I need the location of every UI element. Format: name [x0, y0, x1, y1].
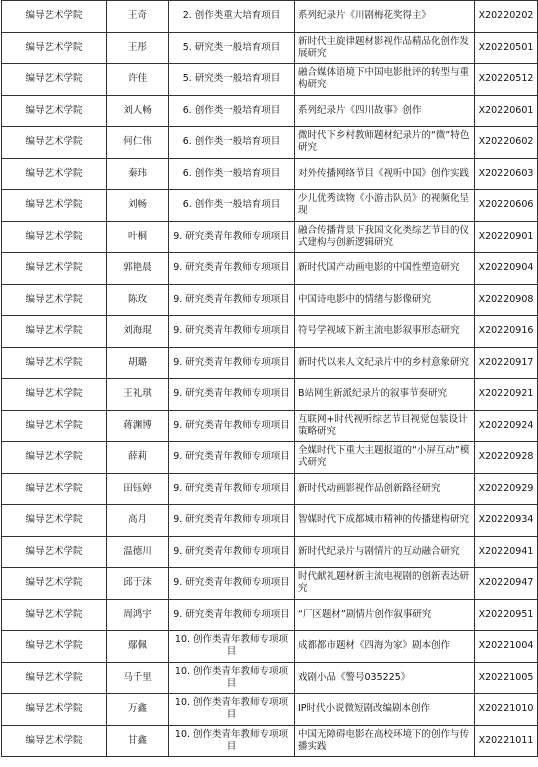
project-title-cell: 微时代下乡村教师题材纪录片的“微”特色研究 — [295, 127, 475, 159]
college-cell: 编导艺术学院 — [2, 725, 107, 757]
project-title-cell: 少儿优秀读物《小游击队员》的视频化呈现 — [295, 190, 475, 222]
project-type-cell: 6. 创作类一般培育项目 — [169, 190, 295, 222]
table-row — [2, 127, 538, 159]
project-code-cell: X20220916 — [475, 316, 538, 348]
college-cell: 编导艺术学院 — [2, 599, 107, 631]
person-cell: 温德川 — [107, 536, 169, 568]
project-code-cell: X20220501 — [475, 32, 538, 64]
project-title-cell: 融合传播背景下我国文化类综艺节目的仪式建构与创新逻辑研究 — [295, 221, 475, 253]
project-code-cell: X20220904 — [475, 253, 538, 285]
table-row — [2, 568, 538, 600]
person-cell: 刘人畅 — [107, 95, 169, 127]
person-cell: 刘海琨 — [107, 316, 169, 348]
college-cell: 编导艺术学院 — [2, 473, 107, 505]
person-cell: 蒋渊博 — [107, 410, 169, 442]
person-cell: 刘畅 — [107, 190, 169, 222]
project-title-cell: 中国无障碍电影在高校环境下的创作与传播实践 — [295, 725, 475, 757]
college-cell: 编导艺术学院 — [2, 284, 107, 316]
project-title-cell: 系列纪录片《川剧梅花奖得主》 — [295, 1, 475, 33]
project-type-cell: 9. 研究类青年教师专项项目 — [169, 253, 295, 285]
project-code-cell: X20220941 — [475, 536, 538, 568]
project-type-cell: 10. 创作类青年教师专项项目 — [169, 631, 295, 663]
project-title-cell: 中国诗电影中的情绪与影像研究 — [295, 284, 475, 316]
project-code-cell: X20221011 — [475, 725, 538, 757]
person-cell: 胡璐 — [107, 347, 169, 379]
table-row — [2, 221, 538, 253]
college-cell: 编导艺术学院 — [2, 442, 107, 474]
college-cell: 编导艺术学院 — [2, 64, 107, 96]
project-title-cell: 时代献礼题材新主流电视剧的创新表达研究 — [295, 568, 475, 600]
project-title-cell: 智媒时代下成都城市精神的传播建构研究 — [295, 505, 475, 537]
project-code-cell: X20220921 — [475, 379, 538, 411]
table-row — [2, 64, 538, 96]
person-cell: 王礼琪 — [107, 379, 169, 411]
project-type-cell: 2. 创作类重大培育项目 — [169, 1, 295, 33]
person-cell: 何仁伟 — [107, 127, 169, 159]
project-title-cell: 新时代动画影视作品创新路径研究 — [295, 473, 475, 505]
table-row — [2, 599, 538, 631]
project-type-cell: 9. 研究类青年教师专项项目 — [169, 284, 295, 316]
person-cell: 甘鑫 — [107, 725, 169, 757]
project-type-cell: 6. 创作类一般培育项目 — [169, 127, 295, 159]
table-row — [2, 725, 538, 757]
project-code-cell: X20220908 — [475, 284, 538, 316]
project-code-cell: X20220202 — [475, 1, 538, 33]
person-cell: 叶桐 — [107, 221, 169, 253]
project-code-cell: X20220934 — [475, 505, 538, 537]
college-cell: 编导艺术学院 — [2, 316, 107, 348]
table-row — [2, 410, 538, 442]
project-type-cell: 9. 研究类青年教师专项项目 — [169, 536, 295, 568]
project-code-cell: X20221005 — [475, 662, 538, 694]
project-code-cell: X20220601 — [475, 95, 538, 127]
person-cell: 许佳 — [107, 64, 169, 96]
project-type-cell: 9. 研究类青年教师专项项目 — [169, 379, 295, 411]
person-cell: 王彤 — [107, 32, 169, 64]
college-cell: 编导艺术学院 — [2, 95, 107, 127]
project-type-cell: 10. 创作类青年教师专项项目 — [169, 694, 295, 726]
table-row — [2, 316, 538, 348]
project-type-cell: 9. 研究类青年教师专项项目 — [169, 221, 295, 253]
project-table — [1, 0, 538, 757]
table-row — [2, 253, 538, 285]
project-title-cell: 新时代纪录片与剧情片的互动融合研究 — [295, 536, 475, 568]
project-title-cell: “厂区题材”剧情片创作叙事研究 — [295, 599, 475, 631]
project-type-cell: 10. 创作类青年教师专项项目 — [169, 662, 295, 694]
project-title-cell: 戏剧小品《警号035225》 — [295, 662, 475, 694]
person-cell: 秦玮 — [107, 158, 169, 190]
project-title-cell: 新时代以来人文纪录片中的乡村意象研究 — [295, 347, 475, 379]
project-title-cell: 系列纪录片《四川故事》创作 — [295, 95, 475, 127]
project-type-cell: 9. 研究类青年教师专项项目 — [169, 410, 295, 442]
college-cell: 编导艺术学院 — [2, 568, 107, 600]
table-row — [2, 190, 538, 222]
table-row — [2, 631, 538, 663]
project-type-cell: 9. 研究类青年教师专项项目 — [169, 442, 295, 474]
project-type-cell: 9. 研究类青年教师专项项目 — [169, 347, 295, 379]
project-title-cell: 融合媒体语境下中国电影批评的转型与重构研究 — [295, 64, 475, 96]
project-code-cell: X20220924 — [475, 410, 538, 442]
project-title-cell: 新时代主旋律题材影视作品精品化创作发展研究 — [295, 32, 475, 64]
project-title-cell: 新时代国产动画电影的中国性塑造研究 — [295, 253, 475, 285]
college-cell: 编导艺术学院 — [2, 221, 107, 253]
person-cell: 陈玫 — [107, 284, 169, 316]
person-cell: 高月 — [107, 505, 169, 537]
person-cell: 万鑫 — [107, 694, 169, 726]
table-row — [2, 505, 538, 537]
project-type-cell: 5. 研究类一般培育项目 — [169, 64, 295, 96]
table-row — [2, 694, 538, 726]
college-cell: 编导艺术学院 — [2, 158, 107, 190]
project-type-cell: 9. 研究类青年教师专项项目 — [169, 505, 295, 537]
person-cell: 鄢佩 — [107, 631, 169, 663]
project-type-cell: 9. 研究类青年教师专项项目 — [169, 599, 295, 631]
project-title-cell: 符号学视域下新主流电影叙事形态研究 — [295, 316, 475, 348]
project-type-cell: 5. 研究类一般培育项目 — [169, 32, 295, 64]
project-title-cell: 互联网+时代视听综艺节目视觉包装设计策略研究 — [295, 410, 475, 442]
college-cell: 编导艺术学院 — [2, 253, 107, 285]
table-row — [2, 473, 538, 505]
project-type-cell: 9. 研究类青年教师专项项目 — [169, 568, 295, 600]
project-table-body — [2, 1, 538, 757]
project-title-cell: 对外传播网络节目《视听中国》创作实践 — [295, 158, 475, 190]
project-type-cell: 9. 研究类青年教师专项项目 — [169, 473, 295, 505]
person-cell: 周鸿宇 — [107, 599, 169, 631]
college-cell: 编导艺术学院 — [2, 32, 107, 64]
project-title-cell: 全媒时代下重大主题报道的“小屏互动”模式研究 — [295, 442, 475, 474]
college-cell: 编导艺术学院 — [2, 631, 107, 663]
project-code-cell: X20220602 — [475, 127, 538, 159]
college-cell: 编导艺术学院 — [2, 190, 107, 222]
table-row — [2, 32, 538, 64]
table-row — [2, 347, 538, 379]
project-title-cell: IP时代小说微短剧改编剧本创作 — [295, 694, 475, 726]
college-cell: 编导艺术学院 — [2, 536, 107, 568]
person-cell: 邱于沫 — [107, 568, 169, 600]
project-type-cell: 9. 研究类青年教师专项项目 — [169, 316, 295, 348]
college-cell: 编导艺术学院 — [2, 1, 107, 33]
project-title-cell: B站网生新派纪录片的叙事节奏研究 — [295, 379, 475, 411]
table-row — [2, 536, 538, 568]
person-cell: 王奇 — [107, 1, 169, 33]
person-cell: 郭艳晨 — [107, 253, 169, 285]
project-code-cell: X20220951 — [475, 599, 538, 631]
table-row — [2, 284, 538, 316]
college-cell: 编导艺术学院 — [2, 379, 107, 411]
project-code-cell: X20220901 — [475, 221, 538, 253]
project-code-cell: X20220603 — [475, 158, 538, 190]
college-cell: 编导艺术学院 — [2, 347, 107, 379]
college-cell: 编导艺术学院 — [2, 505, 107, 537]
person-cell: 薛莉 — [107, 442, 169, 474]
project-type-cell: 10. 创作类青年教师专项项目 — [169, 725, 295, 757]
project-code-cell: X20220947 — [475, 568, 538, 600]
table-row — [2, 1, 538, 33]
person-cell: 马千里 — [107, 662, 169, 694]
table-row — [2, 662, 538, 694]
college-cell: 编导艺术学院 — [2, 127, 107, 159]
project-title-cell: 成都都市题材《四海为家》剧本创作 — [295, 631, 475, 663]
project-code-cell: X20220929 — [475, 473, 538, 505]
college-cell: 编导艺术学院 — [2, 662, 107, 694]
project-type-cell: 6. 创作类一般培育项目 — [169, 95, 295, 127]
project-code-cell: X20221010 — [475, 694, 538, 726]
project-code-cell: X20221004 — [475, 631, 538, 663]
person-cell: 田钰婷 — [107, 473, 169, 505]
project-code-cell: X20220512 — [475, 64, 538, 96]
college-cell: 编导艺术学院 — [2, 410, 107, 442]
project-code-cell: X20220917 — [475, 347, 538, 379]
table-row — [2, 442, 538, 474]
college-cell: 编导艺术学院 — [2, 694, 107, 726]
project-code-cell: X20220928 — [475, 442, 538, 474]
project-code-cell: X20220606 — [475, 190, 538, 222]
table-row — [2, 379, 538, 411]
table-row — [2, 158, 538, 190]
table-row — [2, 95, 538, 127]
project-type-cell: 6. 创作类一般培育项目 — [169, 158, 295, 190]
